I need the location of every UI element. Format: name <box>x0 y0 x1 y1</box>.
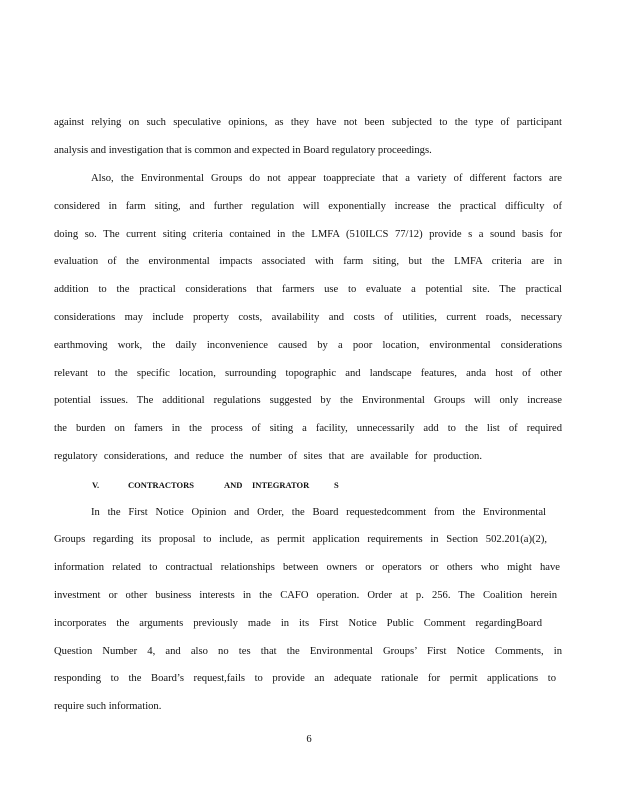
paragraph-line: addition to the practical considerations that farmers use to evaluate a potential site. The practical <box>54 284 562 295</box>
paragraph-line: potential issues. The additional regulations suggested by the Environmental Groups will only increase <box>54 395 562 406</box>
paragraph-line: require such information. <box>54 701 162 712</box>
paragraph-line: incorporates the arguments previously made in its First Notice Public Comment regardingBoard <box>54 618 542 629</box>
section-heading <box>92 478 562 492</box>
section-heading-word: S <box>334 480 339 490</box>
section-heading-word: CONTRACTORS <box>128 480 194 490</box>
paragraph-line: relevant to the specific location, surrounding topographic and landscape features, anda host of other <box>54 368 562 379</box>
section-heading-word: INTEGRATOR <box>252 480 310 490</box>
paragraph-line: the burden on famers in the process of siting a facility, unnecessarily add to the list of required <box>54 423 562 434</box>
paragraph-line: against relying on such speculative opinions, as they have not been subjected to the type of participant <box>54 117 562 128</box>
paragraph-line: Question Number 4, and also no tes that the Environmental Groups’ First Notice Comments, in <box>54 646 562 657</box>
paragraph-line: doing so. The current siting criteria contained in the LMFA (510ILCS 77/12) provide s a sound basis for <box>54 229 562 240</box>
paragraph-line: considered in farm siting, and further regulation will exponentially increase the practical difficulty of <box>54 201 562 212</box>
paragraph-line: investment or other business interests in the CAFO operation. Order at p. 256. The Coalition herein <box>54 590 557 601</box>
paragraph-line: Also, the Environmental Groups do not appear toappreciate that a variety of different factors are <box>91 173 562 184</box>
paragraph-line: In the First Notice Opinion and Order, the Board requestedcomment from the Environmental <box>91 507 546 518</box>
section-number: V. <box>92 480 100 490</box>
paragraph-line: evaluation of the environmental impacts associated with farm siting, but the LMFA criteria are in <box>54 256 562 267</box>
paragraph-line: information related to contractual relationships between owners or operators or others who might have <box>54 562 560 573</box>
paragraph-line: analysis and investigation that is common and expected in Board regulatory proceedings. <box>54 145 432 156</box>
paragraph-line: Groups regarding its proposal to include, as permit application requirements in Section 502.201(a)(2), <box>54 534 547 545</box>
paragraph-line: regulatory considerations, and reduce the number of sites that are available for production. <box>54 451 482 462</box>
page-number: 6 <box>306 734 312 745</box>
paragraph-line: responding to the Board’s request,fails to provide an adequate rationale for permit applications to <box>54 673 556 684</box>
paragraph-line: earthmoving work, the daily inconvenience caused by a poor location, environmental considerations <box>54 340 562 351</box>
paragraph-line: considerations may include property costs, availability and costs of utilities, current roads, necessary <box>54 312 562 323</box>
section-heading-word: AND <box>224 480 243 490</box>
